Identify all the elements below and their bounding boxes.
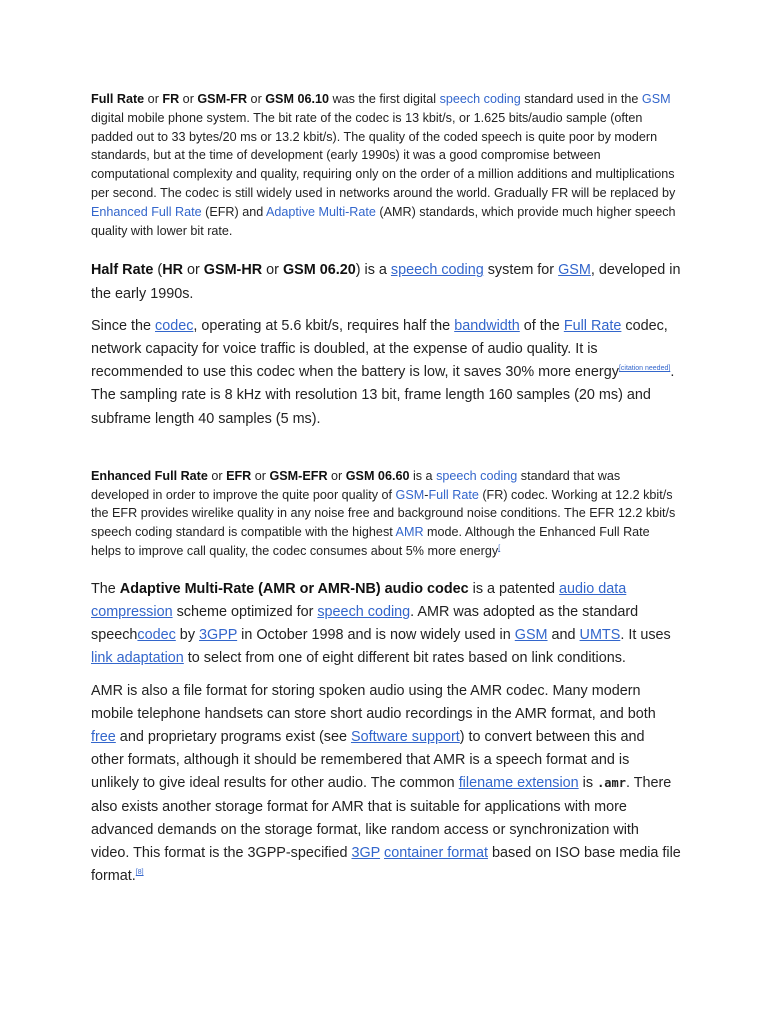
link-link-adaptation[interactable]: link adaptation	[91, 650, 184, 667]
text: digital mobile phone system. The bit rate of the codec is 13 kbit/s, or 1.625 bits/audio sample (often padded out to 33 bytes/20 ms or 13.2 kbit/s). The quality of the coded speech is quite poor by modern standards, but at the time of development (early 1990s) it was a good compromise between computational complexity and quality, requiring only on the order of a million additions and multiplications per second. The codec is still widely used in networks around the world. Gradually FR will be replaced by	[91, 110, 676, 200]
text: (FR) codec. Working at 12.2 kbit/s the EFR provides wirelike quality in any noise free and background noise conditions. The EFR 12.2 kbit/s speech coding standard is compatible with the highest	[91, 487, 676, 540]
document-page	[91, 90, 681, 888]
citation-needed-link[interactable]: [citation needed]	[618, 365, 671, 373]
link-speech-coding[interactable]: speech coding	[439, 92, 521, 106]
link-container-format[interactable]: container format	[384, 845, 489, 862]
code-amr-extension: .amr	[597, 776, 626, 791]
link-gsm[interactable]: GSM	[641, 92, 671, 106]
link-gsm[interactable]: GSM	[514, 627, 548, 644]
text: or	[251, 468, 270, 483]
link-adaptive-multi-rate[interactable]: Adaptive Multi-Rate	[266, 204, 376, 219]
reference-link[interactable]: [8]	[135, 869, 144, 877]
text: by	[175, 627, 200, 644]
text: is a	[409, 468, 437, 483]
term-enhanced-full-rate: Enhanced Full Rate	[91, 468, 208, 483]
text: in October 1998 and is now widely used in	[237, 627, 515, 644]
paragraph-amr-codec	[91, 578, 681, 671]
term-gsm-hr: GSM-HR	[203, 262, 263, 279]
text: AMR is also a file format for storing spoken audio using the AMR codec. Many modern mobile telephone handsets can store short audio recordings in the AMR format, and both	[91, 682, 656, 722]
paragraph-half-rate-details	[91, 315, 681, 431]
link-speech-coding[interactable]: speech coding	[436, 468, 518, 483]
link-gsm[interactable]: GSM	[558, 262, 591, 279]
text: standard that was developed in order to improve the quite poor quality of	[91, 468, 621, 502]
paragraph-half-rate	[91, 259, 681, 305]
link-full-rate[interactable]: Full Rate	[563, 317, 622, 334]
term-half-rate: Half Rate	[91, 262, 154, 279]
text: (	[153, 262, 163, 279]
link-filename-extension[interactable]: filename extension	[458, 775, 579, 792]
text: or	[144, 92, 163, 106]
text: (EFR) and	[201, 204, 267, 219]
term-full-rate: Full Rate	[91, 92, 145, 106]
paragraph-full-rate	[91, 90, 681, 240]
text: mode. Although the Enhanced Full Rate helps to improve call quality, the codec consumes about 5% more energy	[91, 525, 650, 558]
text: is a patented	[468, 580, 560, 597]
link-umts[interactable]: UMTS	[579, 627, 621, 644]
text: or	[247, 92, 266, 106]
text: , developed in the early 1990s.	[91, 262, 681, 302]
term-gsm-0620: GSM 06.20	[282, 262, 356, 279]
term-gsm-0610: GSM 06.10	[265, 92, 329, 106]
text: standard used in the	[520, 92, 642, 106]
text: . There also exists another storage format for AMR that is suitable for applications with more advanced demands on the storage format, like random access or synchronization with video. This format is the 3GPP-specified	[91, 775, 672, 862]
text: codec, network capacity for voice traffic is doubled, at the expense of audio quality. It is recommended to use this codec when the battery is low, it saves 30% more energy	[91, 317, 668, 381]
link-software-support[interactable]: Software support	[350, 729, 460, 745]
text: system for	[483, 262, 559, 279]
link-amr[interactable]: AMR	[395, 525, 424, 540]
term-gsm-efr: GSM-EFR	[269, 468, 328, 483]
text: based on ISO base media file format.	[91, 845, 681, 885]
link-speech-coding[interactable]: speech coding	[390, 262, 484, 279]
term-gsm-fr: GSM-FR	[197, 92, 248, 106]
link-codec[interactable]: codec	[155, 317, 194, 334]
text: and	[547, 627, 580, 644]
text: -	[424, 487, 429, 502]
link-speech-coding[interactable]: speech coding	[317, 603, 411, 620]
text: (AMR) standards, which provide much higher speech quality with lower bit rate.	[91, 204, 676, 238]
text: of the	[519, 317, 564, 334]
text: Since the	[91, 317, 155, 334]
reference-link[interactable]: [	[498, 544, 501, 552]
text: to select from one of eight different bit rates based on link conditions.	[183, 650, 626, 667]
text: The	[91, 580, 120, 597]
text: is	[578, 775, 598, 792]
text: or	[179, 92, 198, 106]
text: was the first digital	[328, 92, 440, 106]
text: or	[262, 262, 283, 279]
term-gsm-0660: GSM 06.60	[345, 468, 410, 483]
link-audio-data-compression[interactable]: audio data compression	[91, 580, 627, 620]
text: ) is a	[355, 262, 391, 279]
term-hr: HR	[162, 262, 183, 279]
term-efr: EFR	[226, 468, 252, 483]
link-bandwidth[interactable]: bandwidth	[454, 317, 520, 334]
term-fr: FR	[162, 92, 180, 106]
text: and proprietary programs exist (see	[115, 729, 351, 745]
text: . It uses	[620, 627, 671, 644]
link-gsm[interactable]: GSM	[395, 487, 425, 502]
text: , operating at 5.6 kbit/s, requires half the	[193, 317, 455, 334]
link-enhanced-full-rate[interactable]: Enhanced Full Rate	[91, 204, 202, 219]
text: or	[207, 468, 227, 483]
term-amr-codec: Adaptive Multi-Rate (AMR or AMR-NB) audio codec	[119, 580, 469, 597]
text: . The sampling rate is 8 kHz with resolution 13 bit, frame length 160 samples (20 ms) and subframe length 40 samples (5 ms).	[91, 364, 675, 427]
text: scheme optimized for	[172, 603, 318, 620]
link-full-rate[interactable]: Full Rate	[428, 487, 479, 502]
link-codec[interactable]: codec	[137, 627, 176, 644]
paragraph-enhanced-full-rate	[91, 467, 681, 561]
link-free[interactable]: free	[91, 729, 116, 745]
link-3gp[interactable]: 3GP	[351, 845, 381, 862]
text: ) to convert between this and other formats, although it should be remembered that AMR is a speech format and is unlikely to give ideal results for other audio. The common	[91, 729, 645, 792]
paragraph-amr-file-format	[91, 680, 681, 889]
link-3gpp[interactable]: 3GPP	[199, 627, 238, 644]
text: or	[327, 468, 346, 483]
text: or	[182, 262, 204, 279]
text: . AMR was adopted as the standard speech	[91, 603, 639, 644]
